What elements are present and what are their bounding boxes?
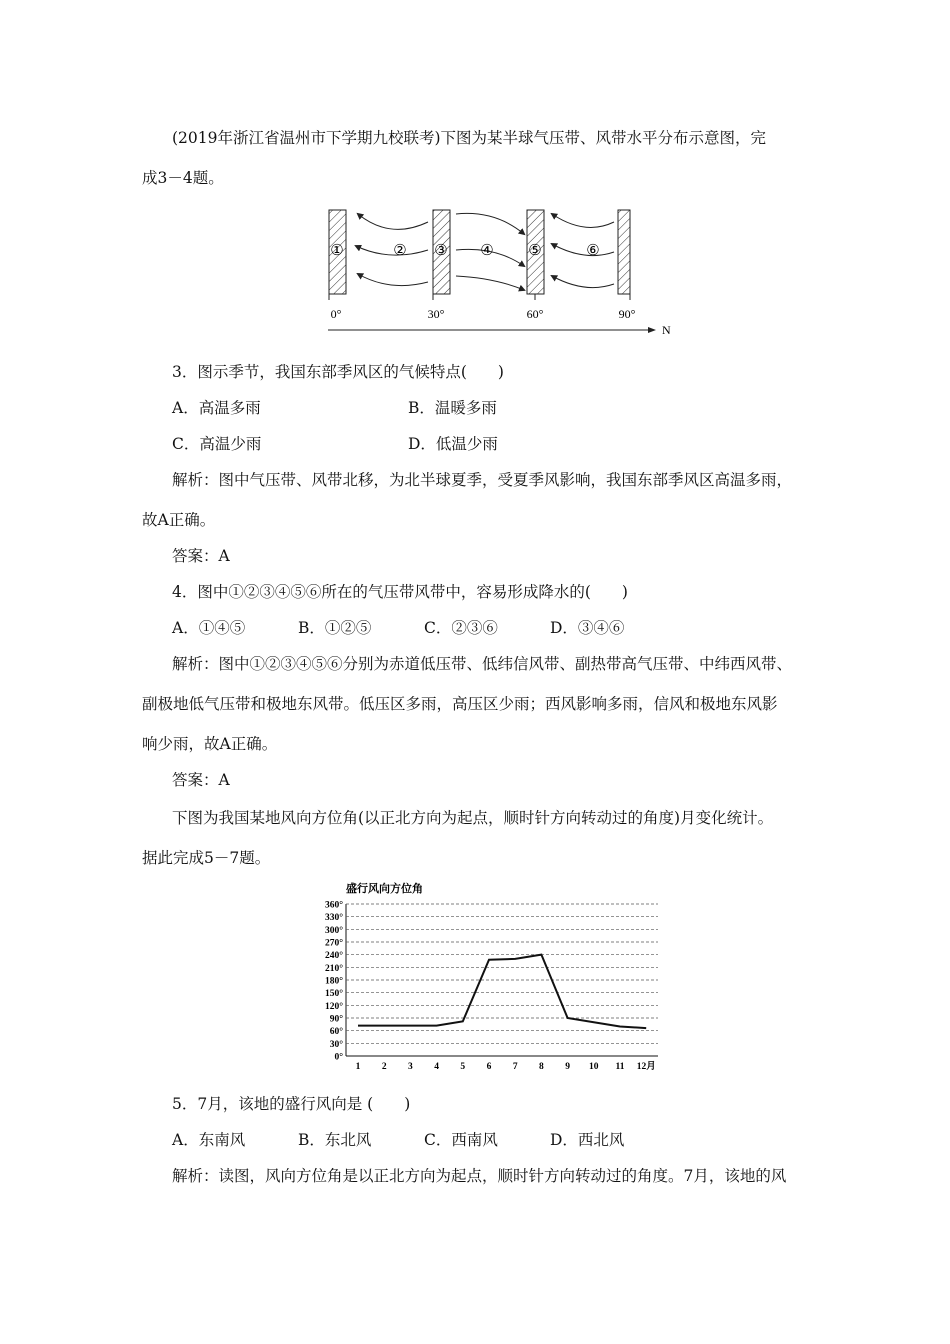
q4-analysis-line3: 响少雨，故A正确。 bbox=[142, 735, 278, 753]
intro2-text-line1: 下图为我国某地风向方位角(以正北方向为起点，顺时针方向转动过的角度)月变化统计。 bbox=[172, 809, 774, 827]
q4-option-d: D．③④⑥ bbox=[550, 619, 625, 637]
y-tick-label: 210° bbox=[324, 963, 343, 974]
q5-analysis-line1: 解析：读图，风向方位角是以正北方向为起点，顺时针方向转动过的角度。7月，该地的风 bbox=[172, 1167, 787, 1185]
belt-label-2: ② bbox=[393, 243, 407, 259]
q5-option-c: C．西南风 bbox=[424, 1131, 498, 1149]
wind-arrow bbox=[356, 246, 428, 255]
q4-analysis-line2: 副极地低气压带和极地东风带。低压区多雨，高压区少雨；西风影响多雨，信风和极地东风影 bbox=[142, 695, 778, 713]
tick-label-30: 30° bbox=[427, 307, 445, 321]
x-tick-label: 8 bbox=[539, 1062, 544, 1070]
x-tick-label: 10 bbox=[589, 1062, 599, 1070]
wind-arrow bbox=[552, 214, 614, 227]
x-tick-label: 2 bbox=[381, 1062, 387, 1070]
q5-option-a: A．东南风 bbox=[172, 1131, 246, 1149]
belt-6-end-rect bbox=[618, 210, 630, 294]
axis-arrowhead bbox=[648, 327, 656, 333]
x-tick-label: 6 bbox=[486, 1062, 492, 1070]
belt-label-6: ⑥ bbox=[586, 243, 600, 259]
q5-stem: 5．7月，该地的盛行风向是 ( ) bbox=[172, 1095, 411, 1113]
intro-text-line1: (2019年浙江省温州市下学期九校联考)下图为某半球气压带、风带水平分布示意图，完 bbox=[172, 129, 767, 147]
wind-arrow bbox=[456, 276, 524, 290]
x-tick-label: 5 bbox=[460, 1062, 466, 1070]
belt-label-5: ⑤ bbox=[528, 243, 542, 259]
q3-option-a: A．高温多雨 bbox=[172, 399, 261, 417]
wind-arrow bbox=[358, 274, 428, 286]
q4-answer: 答案：A bbox=[172, 771, 230, 789]
belt-label-1: ① bbox=[330, 243, 344, 259]
wind-arrow bbox=[456, 213, 524, 234]
x-tick-label: 12月 bbox=[636, 1062, 656, 1070]
wind-arrow bbox=[552, 276, 614, 288]
x-tick-label: 1 bbox=[355, 1062, 361, 1070]
y-tick-label: 330° bbox=[324, 913, 343, 924]
intro2-text-line2: 据此完成5－7题。 bbox=[142, 849, 271, 867]
series-line bbox=[358, 955, 646, 1028]
y-tick-label: 180° bbox=[324, 976, 343, 987]
q4-analysis-line1: 解析：图中①②③④⑤⑥分别为赤道低压带、低纬信风带、副热带高气压带、中纬西风带、 bbox=[172, 655, 793, 673]
chart-title: 盛行风向方位角 bbox=[346, 883, 423, 895]
q4-option-a: A．①④⑤ bbox=[172, 619, 246, 637]
belt-label-3: ③ bbox=[434, 243, 448, 259]
q3-analysis-line2: 故A正确。 bbox=[142, 511, 216, 529]
q4-option-c: C．②③⑥ bbox=[424, 619, 498, 637]
belt-label-4: ④ bbox=[480, 243, 494, 259]
y-tick-label: 150° bbox=[324, 989, 343, 1000]
q3-option-d: D．低温少雨 bbox=[408, 435, 498, 453]
tick-label-0: 0° bbox=[330, 307, 342, 321]
q4-option-b: B．①②⑤ bbox=[298, 619, 372, 637]
wind-arrow bbox=[552, 244, 614, 256]
q3-analysis-line1: 解析：图中气压带、风带北移，为北半球夏季，受夏季风影响，我国东部季风区高温多雨， bbox=[172, 471, 793, 489]
tick-label-60: 60° bbox=[526, 307, 544, 321]
q3-option-c: C．高温少雨 bbox=[172, 435, 262, 453]
pressure-wind-belt-figure bbox=[300, 200, 680, 340]
y-tick-label: 240° bbox=[324, 951, 343, 962]
q3-stem: 3．图示季节，我国东部季风区的气候特点( ) bbox=[172, 363, 504, 381]
q5-option-d: D．西北风 bbox=[550, 1131, 625, 1149]
intro-text-line2: 成3－4题。 bbox=[142, 169, 224, 187]
tick-label-90: 90° bbox=[618, 307, 636, 321]
axis-label-n: N bbox=[662, 323, 671, 337]
q3-answer: 答案：A bbox=[172, 547, 230, 565]
y-tick-label: 120° bbox=[324, 1001, 343, 1012]
y-tick-label: 300° bbox=[324, 925, 343, 936]
y-tick-label: 30° bbox=[329, 1039, 343, 1050]
wind-arrow bbox=[358, 214, 428, 229]
x-tick-label: 7 bbox=[512, 1062, 518, 1070]
x-tick-label: 9 bbox=[565, 1062, 570, 1070]
y-tick-label: 60° bbox=[329, 1027, 343, 1038]
q3-option-b: B．温暖多雨 bbox=[408, 399, 497, 417]
y-tick-label: 360° bbox=[324, 900, 343, 911]
y-tick-label: 0° bbox=[334, 1052, 343, 1063]
x-tick-label: 11 bbox=[615, 1062, 625, 1070]
y-tick-label: 90° bbox=[329, 1014, 343, 1025]
y-tick-label: 270° bbox=[324, 938, 343, 949]
x-tick-label: 4 bbox=[434, 1062, 439, 1070]
x-tick-label: 3 bbox=[408, 1062, 413, 1070]
q5-option-b: B．东北风 bbox=[298, 1131, 372, 1149]
q4-stem: 4．图中①②③④⑤⑥所在的气压带风带中，容易形成降水的( ) bbox=[172, 583, 628, 601]
wind-azimuth-chart bbox=[310, 880, 670, 1070]
